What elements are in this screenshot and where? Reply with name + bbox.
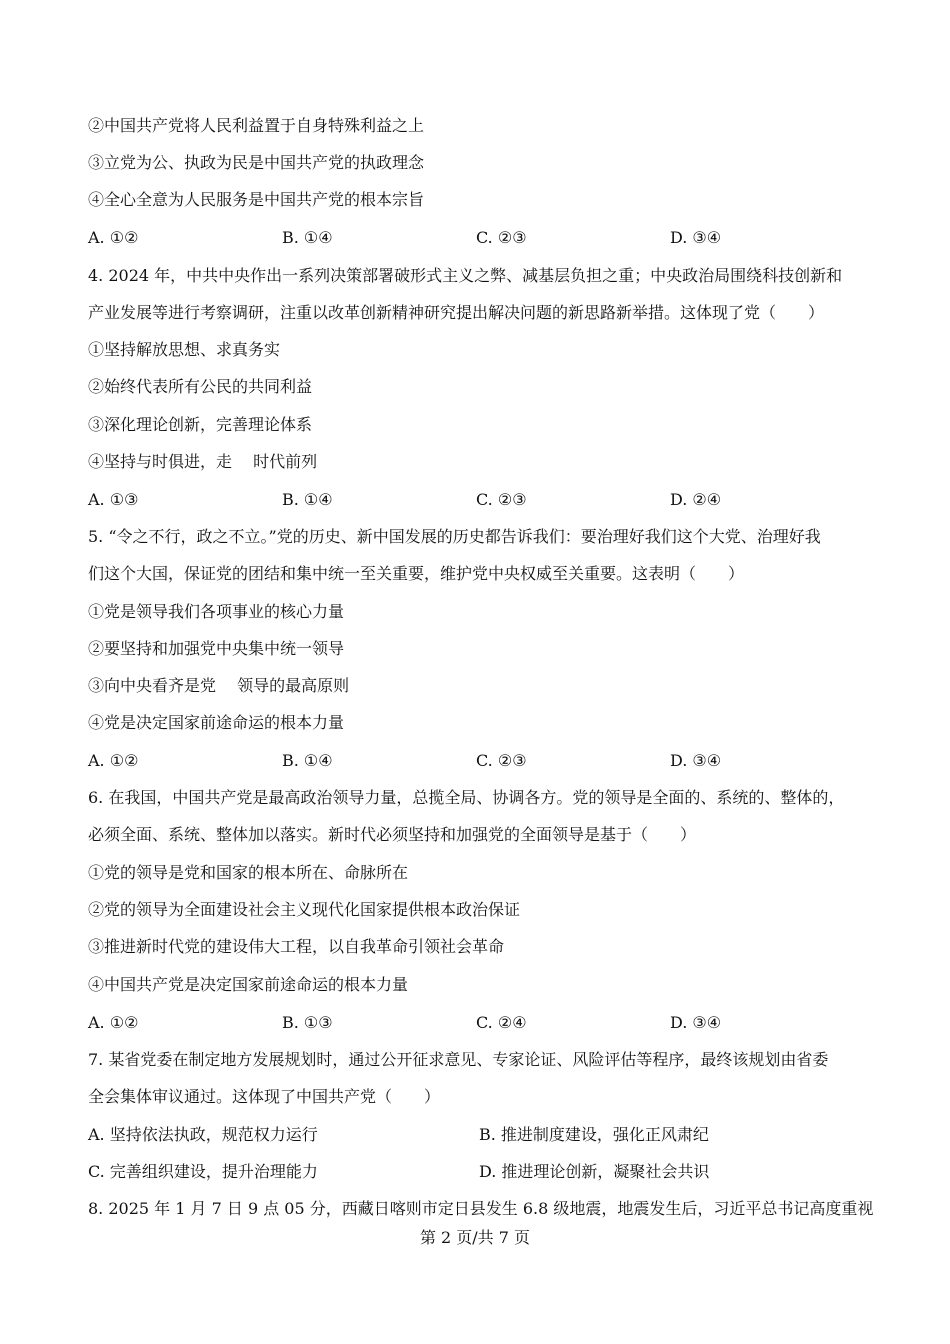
q7-stem-line2: 全会集体审议通过。这体现了中国共产党（ ）: [88, 1087, 441, 1106]
q6-option-c[interactable]: C. ②④: [476, 1013, 527, 1032]
q7-option-c[interactable]: C. 完善组织建设，提升治理能力: [88, 1162, 318, 1181]
q6-option-a[interactable]: A. ①②: [88, 1013, 139, 1032]
q3-option-b[interactable]: B. ①④: [282, 228, 333, 247]
q4-option-c[interactable]: C. ②③: [476, 490, 527, 509]
q3-statement-4: ④全心全意为人民服务是中国共产党的根本宗旨: [88, 190, 425, 209]
q3-statement-3: ③立党为公、执政为民是中国共产党的执政理念: [88, 153, 425, 172]
q4-option-a[interactable]: A. ①③: [88, 490, 139, 509]
q4-option-b[interactable]: B. ①④: [282, 490, 333, 509]
q3-options: [88, 228, 868, 248]
q6-statement-4: ④中国共产党是决定国家前途命运的根本力量: [88, 975, 409, 994]
q6-stem-line1: 6. 在我国，中国共产党是最高政治领导力量，总揽全局、协调各方。党的领导是全面的、系统的、整体的，: [88, 788, 845, 807]
q4-stem-line2: 产业发展等进行考察调研，注重以改革创新精神研究提出解决问题的新思路新举措。这体现了党（ ）: [88, 303, 825, 322]
q6-statement-3: ③推进新时代党的建设伟大工程，以自我革命引领社会革命: [88, 937, 505, 956]
q4-option-d[interactable]: D. ②④: [670, 490, 722, 509]
q5-statement-4: ④党是决定国家前途命运的根本力量: [88, 713, 345, 732]
q5-statement-1: ①党是领导我们各项事业的核心力量: [88, 602, 345, 621]
q5-options: [88, 751, 868, 771]
q4-statement-3: ③深化理论创新，完善理论体系: [88, 415, 313, 434]
q3-option-c[interactable]: C. ②③: [476, 228, 527, 247]
page-number-footer: 第 2 页/共 7 页: [419, 1228, 531, 1247]
q7-option-b[interactable]: B. 推进制度建设，强化正风肃纪: [479, 1125, 709, 1144]
q3-statement-2: ②中国共产党将人民利益置于自身特殊利益之上: [88, 116, 425, 135]
q6-statement-2: ②党的领导为全面建设社会主义现代化国家提供根本政治保证: [88, 900, 521, 919]
q6-options: [88, 1013, 868, 1033]
q5-option-c[interactable]: C. ②③: [476, 751, 527, 770]
q5-option-d[interactable]: D. ③④: [670, 751, 722, 770]
q5-stem-line1: 5. “令之不行，政之不立。”党的历史、新中国发展的历史都告诉我们：要治理好我们这个大党、治理好我: [88, 527, 821, 546]
q7-option-a[interactable]: A. 坚持依法执政，规范权力运行: [88, 1125, 318, 1144]
q5-option-b[interactable]: B. ①④: [282, 751, 333, 770]
q8-stem-line1: 8. 2025 年 1 月 7 日 9 点 05 分，西藏日喀则市定日县发生 6.8 级地震，地震发生后，习近平总书记高度重视: [88, 1199, 874, 1218]
q6-option-d[interactable]: D. ③④: [670, 1013, 722, 1032]
q7-options-row2: [88, 1162, 868, 1182]
q5-statement-2: ②要坚持和加强党中央集中统一领导: [88, 639, 345, 658]
q7-option-d[interactable]: D. 推进理论创新，凝聚社会共识: [479, 1162, 710, 1181]
q5-option-a[interactable]: A. ①②: [88, 751, 139, 770]
q4-statement-1: ①坚持解放思想、求真务实: [88, 340, 281, 359]
q3-option-a[interactable]: A. ①②: [88, 228, 139, 247]
q5-statement-3: ③向中央看齐是党 领导的最高原则: [88, 676, 350, 695]
q4-statement-4: ④坚持与时俱进，走 时代前列: [88, 452, 318, 471]
q6-stem-line2: 必须全面、系统、整体加以落实。新时代必须坚持和加强党的全面领导是基于（ ）: [88, 825, 697, 844]
q4-options: [88, 490, 868, 510]
q6-option-b[interactable]: B. ①③: [282, 1013, 333, 1032]
q4-statement-2: ②始终代表所有公民的共同利益: [88, 377, 313, 396]
q7-stem-line1: 7. 某省党委在制定地方发展规划时，通过公开征求意见、专家论证、风险评估等程序，最终该规划由省委: [88, 1050, 829, 1069]
q4-stem-line1: 4. 2024 年，中共中央作出一系列决策部署破形式主义之弊、减基层负担之重；中央政治局围绕科技创新和: [88, 266, 843, 285]
q6-statement-1: ①党的领导是党和国家的根本所在、命脉所在: [88, 863, 409, 882]
q3-option-d[interactable]: D. ③④: [670, 228, 722, 247]
q5-stem-line2: 们这个大国，保证党的团结和集中统一至关重要，维护党中央权威至关重要。这表明（ ）: [88, 564, 745, 583]
q7-options-row1: [88, 1125, 868, 1145]
